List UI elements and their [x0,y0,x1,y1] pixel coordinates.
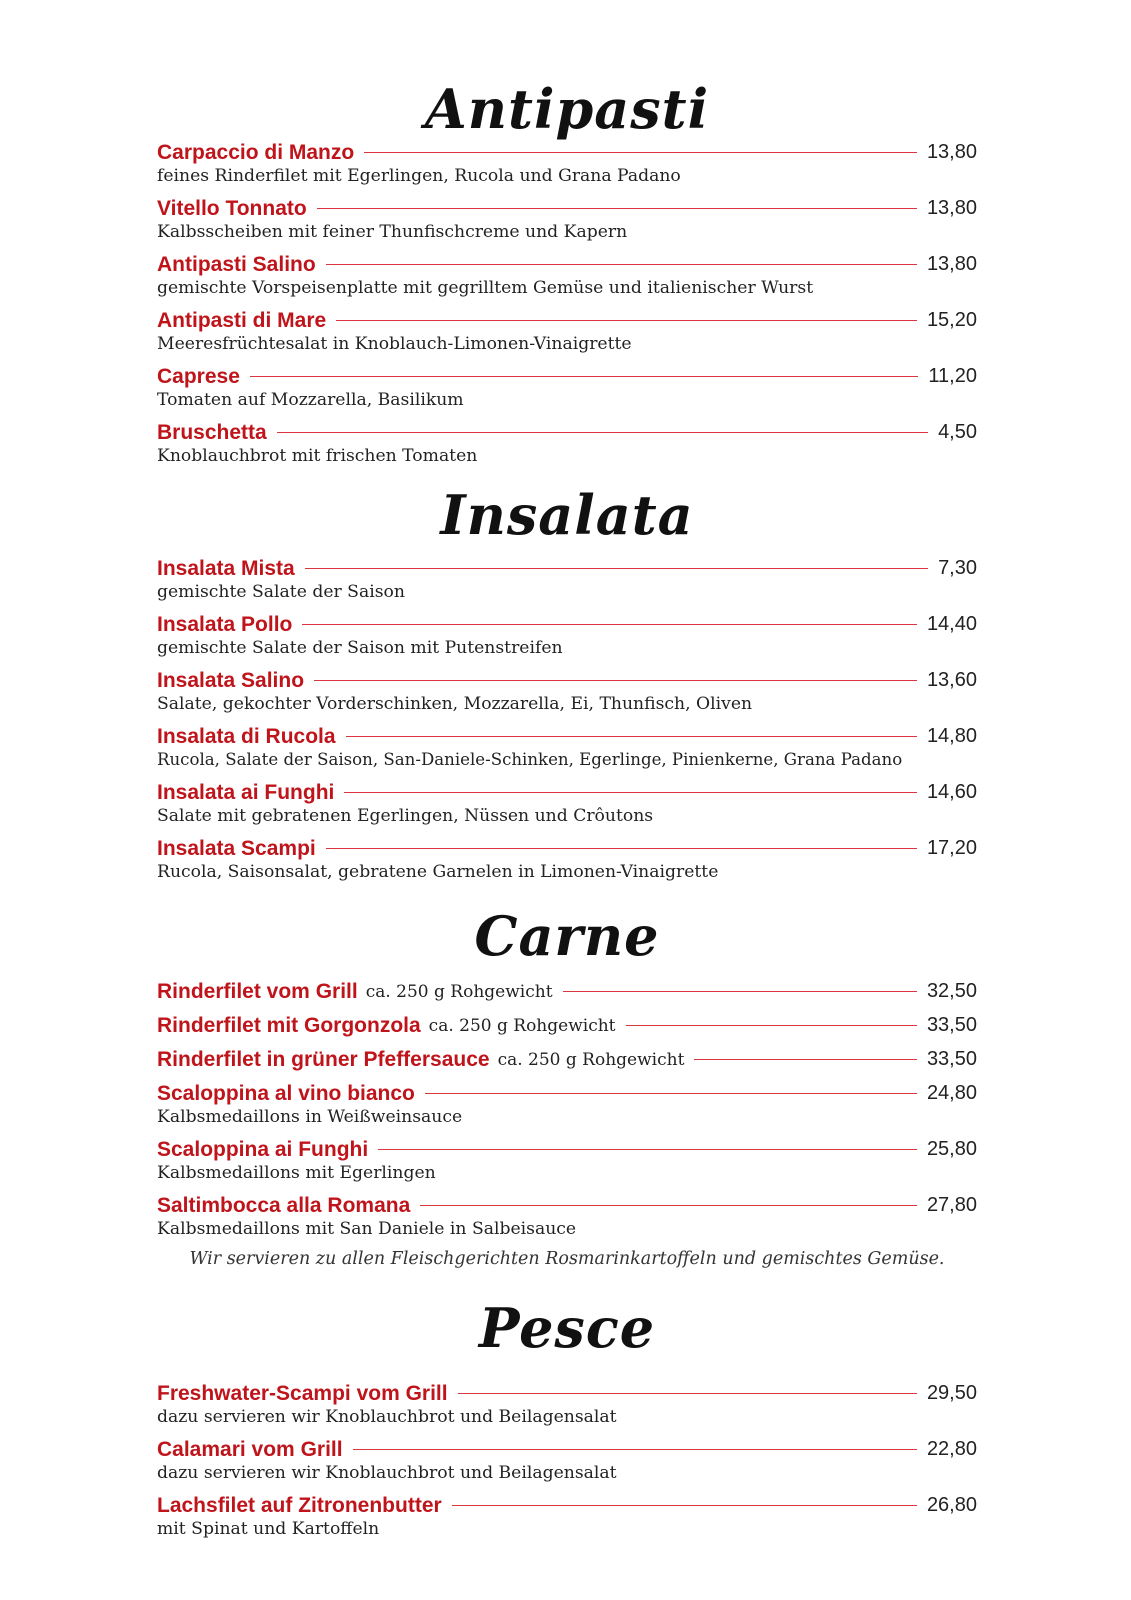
item-name: Freshwater-Scampi vom Grill [157,1381,448,1405]
leader-line [452,1505,917,1506]
leader-line [353,1449,917,1450]
item-price: 26,80 [926,1494,977,1516]
leader-line [425,1093,917,1094]
item-description: dazu servieren wir Knoblauchbrot und Beilagensalat [157,1463,617,1483]
item-price: 14,80 [926,725,977,747]
menu-item [157,252,977,299]
section-antipasti [157,140,977,467]
leader-line [563,991,917,992]
item-name: Calamari vom Grill [157,1437,343,1461]
menu-item [157,1193,977,1240]
leader-line [277,432,928,433]
leader-line [336,320,917,321]
item-price: 13,80 [926,141,977,163]
leader-line [250,376,919,377]
menu-item [157,420,977,467]
menu-item [157,196,977,243]
item-price: 27,80 [926,1194,977,1216]
leader-line [314,680,917,681]
item-description: Salate mit gebratenen Egerlingen, Nüssen und Crôutons [157,806,654,826]
menu-item [157,308,977,355]
menu-item [157,836,977,883]
menu-item [157,979,977,1004]
section-note: Wir servieren zu allen Fleischgerichten Rosmarinkartoffeln und gemischtes Gemüse. [189,1249,945,1269]
item-description: gemischte Salate der Saison [157,582,405,602]
section-title-carne: Carne [474,904,660,968]
item-price: 15,20 [926,309,977,331]
item-name: Insalata Salino [157,668,305,692]
item-name: Lachsfilet auf Zitronenbutter [157,1493,442,1517]
item-description: feines Rinderfilet mit Egerlingen, Rucola und Grana Padano [157,166,681,186]
leader-line [317,208,917,209]
item-price: 25,80 [926,1138,977,1160]
item-name: Insalata Mista [157,556,295,580]
menu-item [157,364,977,411]
leader-line [694,1059,917,1060]
item-price: 4,50 [938,421,977,443]
leader-line [326,264,917,265]
item-price: 14,60 [926,781,977,803]
leader-line [626,1025,917,1026]
item-name: Insalata Pollo [157,612,293,636]
item-price: 33,50 [926,1014,977,1036]
item-description: Meeresfrüchtesalat in Knoblauch-Limonen-Vinaigrette [157,334,632,354]
leader-line [305,568,928,569]
item-price: 32,50 [926,980,977,1002]
item-price: 13,60 [926,669,977,691]
item-description: Knoblauchbrot mit frischen Tomaten [157,446,478,466]
menu-item [157,724,977,771]
item-name: Insalata Scampi [157,836,316,860]
menu-item [157,556,977,603]
item-description: Salate, gekochter Vorderschinken, Mozzarella, Ei, Thunfisch, Oliven [157,694,753,714]
leader-line [364,152,917,153]
leader-line [302,624,917,625]
section-title-antipasti: Antipasti [424,77,710,141]
item-name: Scaloppina ai Funghi [157,1137,369,1161]
item-name: Bruschetta [157,420,267,444]
menu-item [157,668,977,715]
item-price: 13,80 [926,253,977,275]
item-price: 14,40 [926,613,977,635]
leader-line [378,1149,917,1150]
section-title-pesce: Pesce [478,1296,656,1360]
item-name: Saltimbocca alla Romana [157,1193,411,1217]
item-weight: ca. 250 g Rohgewicht [497,1049,685,1070]
item-name: Vitello Tonnato [157,196,307,220]
item-name: Rinderfilet in grüner Pfeffersauce [157,1047,490,1071]
menu-item [157,1137,977,1184]
item-name: Insalata ai Funghi [157,780,335,804]
item-name: Carpaccio di Manzo [157,140,355,164]
section-insalata [157,556,977,883]
item-price: 24,80 [926,1082,977,1104]
menu-item [157,1081,977,1128]
item-description: Rucola, Saisonsalat, gebratene Garnelen in Limonen-Vinaigrette [157,862,719,882]
item-description: Kalbsmedaillons mit Egerlingen [157,1163,436,1183]
section-pesce [157,1381,977,1540]
item-description: gemischte Salate der Saison mit Putenstreifen [157,638,563,658]
menu-item [157,1013,977,1038]
item-name: Insalata di Rucola [157,724,336,748]
item-price: 17,20 [926,837,977,859]
leader-line [420,1205,917,1206]
item-price: 13,80 [926,197,977,219]
menu-item [157,1381,977,1428]
item-price: 7,30 [938,557,977,579]
leader-line [326,848,917,849]
menu-item [157,1437,977,1484]
item-description: Tomaten auf Mozzarella, Basilikum [157,390,464,410]
item-name: Caprese [157,364,240,388]
item-description: Kalbsmedaillons mit San Daniele in Salbeisauce [157,1219,577,1239]
item-weight: ca. 250 g Rohgewicht [428,1015,616,1036]
item-price: 33,50 [926,1048,977,1070]
leader-line [458,1393,917,1394]
item-name: Rinderfilet vom Grill [157,979,358,1003]
item-price: 11,20 [928,365,977,387]
item-price: 22,80 [926,1438,977,1460]
item-weight: ca. 250 g Rohgewicht [365,981,553,1002]
item-name: Antipasti Salino [157,252,316,276]
item-description: Kalbsscheiben mit feiner Thunfischcreme und Kapern [157,222,628,242]
item-price: 29,50 [926,1382,977,1404]
leader-line [344,792,917,793]
leader-line [346,736,917,737]
menu-item [157,780,977,827]
section-carne [157,979,977,1269]
item-name: Scaloppina al vino bianco [157,1081,415,1105]
item-description: mit Spinat und Kartoffeln [157,1519,380,1539]
menu-item [157,612,977,659]
item-name: Rinderfilet mit Gorgonzola [157,1013,421,1037]
item-description: dazu servieren wir Knoblauchbrot und Beilagensalat [157,1407,617,1427]
menu-item [157,1493,977,1540]
item-description: gemischte Vorspeisenplatte mit gegrilltem Gemüse und italienischer Wurst [157,278,814,298]
item-description: Rucola, Salate der Saison, San-Daniele-Schinken, Egerlinge, Pinienkerne, Grana Padano [157,750,903,769]
menu-page [157,70,977,1549]
item-name: Antipasti di Mare [157,308,327,332]
section-title-insalata: Insalata [440,483,694,547]
menu-item [157,1047,977,1072]
item-description: Kalbsmedaillons in Weißweinsauce [157,1107,463,1127]
